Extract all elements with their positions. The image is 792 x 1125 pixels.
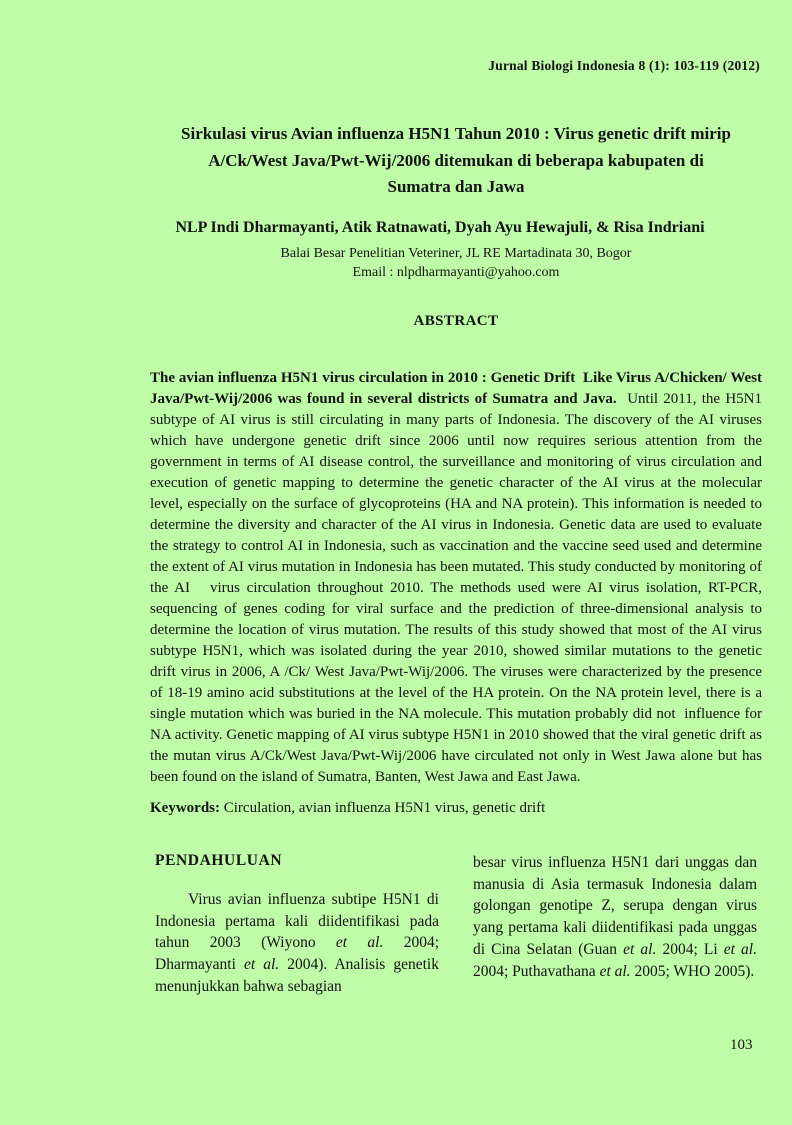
abstract-heading: ABSTRACT <box>413 313 499 329</box>
text-segment: Virus avian influenza subtipe H5N1 di Indonesia pertama kali diidentifikasi pada tahun 2003 (Wiyono <box>155 891 439 952</box>
keywords-label: Keywords: <box>150 800 220 816</box>
two-column-section <box>155 852 758 998</box>
section-heading-pendahuluan: PENDAHULUAN <box>155 852 283 869</box>
et-al-citation: et al. <box>243 956 280 974</box>
journal-header-text: Jurnal Biologi Indonesia 8 (1): 103-119 (2012) <box>488 58 760 73</box>
et-al-citation: et al. <box>723 940 757 958</box>
title-line-2: A/Ck/West Java/Pwt-Wij/2006 ditemukan di beberapa kabupaten di <box>208 150 704 170</box>
text-segment: 2004; Li <box>656 940 724 958</box>
text-segment: 2004; Dharmayanti <box>155 934 439 974</box>
intro-paragraph-left <box>155 889 439 998</box>
text-segment: besar virus influenza H5N1 dari unggas dan manusia di Asia termasuk Indonesia dalam golongan genotipe Z, serupa dengan virus yang pertama kali diidentifikasi pada unggas di Cina Selatan (Guan <box>473 854 757 958</box>
title-line-3: Sumatra dan Jawa <box>387 177 525 196</box>
abstract-paragraph <box>150 368 766 788</box>
et-al-citation: et al. <box>335 934 384 952</box>
affiliation-line: Balai Besar Penelitian Veteriner, JL RE Martadinata 30, Bogor <box>280 246 632 261</box>
left-column <box>155 852 439 998</box>
title-line-1: Sirkulasi virus Avian influenza H5N1 Tahun 2010 : Virus genetic drift mirip <box>181 124 731 143</box>
text-segment: 2004; Puthavathana <box>473 962 600 980</box>
keywords-text: Circulation, avian influenza H5N1 virus, genetic drift <box>220 800 546 816</box>
paper-title <box>150 121 762 201</box>
et-al-citation: et al. <box>599 962 631 980</box>
abstract-lead-sentence: The avian influenza H5N1 virus circulation in 2010 : Genetic Drift Like Virus A/Chicken/ West Java/Pwt-Wij/2006 was found in several districts of Sumatra and Java. <box>150 370 766 407</box>
et-al-citation: et al. <box>623 940 657 958</box>
text-segment: 2004). Analisis genetik menunjukkan bahwa sebagian <box>155 956 439 995</box>
authors-line: NLP Indi Dharmayanti, Atik Ratnawati, Dyah Ayu Hewajuli, & Risa Indriani <box>175 219 705 236</box>
keywords-line <box>150 800 762 817</box>
right-column <box>473 852 757 998</box>
text-segment: 2005; WHO 2005). <box>630 962 755 980</box>
abstract-body-text: Until 2011, the H5N1 subtype of AI virus is still circulating in many parts of Indonesia. The discovery of the AI viruses which have undergone genetic drift since 2006 until now requires serious attention from the government in terms of AI disease control, the surveillance and monitoring of virus circulation and execution of genetic mapping to determine the genetic character of the AI virus at the molecular level, especially on the surface of glycoproteins (HA and NA protein). This information is needed to determine the diversity and character of the AI virus in Indonesia. Genetic data are used to evaluate the strategy to control AI in Indonesia, such as vaccination and the vaccine seed used and determine the extent of AI virus mutation in Indonesia has been mutated. This study conducted by monitoring of the AI virus circulation throughout 2010. The methods used were AI virus isolation, RT-PCR, sequencing of genes coding for viral surface and the prediction of three-dimensional analysis to determine the location of virus mutation. The results of this study showed that most of the AI virus subtype H5N1, which was isolated during the year 2010, showed similar mutations to the genetic drift virus in 2006, A /Ck/ West Java/Pwt-Wij/2006. The viruses were characterized by the presence of 18-19 amino acid substitutions at the level of the HA protein. On the NA protein level, there is a single mutation which was buried in the NA molecule. This mutation probably did not influence for NA activity. Genetic mapping of AI virus subtype H5N1 in 2010 showed that the viral genetic drift as the mutan virus A/Ck/West Java/Pwt-Wij/2006 have circulated not only in West Jawa alone but has been found on the island of Sumatra, Banten, West Jawa and East Jawa. <box>150 391 766 785</box>
page-number: 103 <box>730 1037 753 1053</box>
email-line: Email : nlpdharmayanti@yahoo.com <box>352 265 560 280</box>
intro-paragraph-right <box>473 852 757 982</box>
